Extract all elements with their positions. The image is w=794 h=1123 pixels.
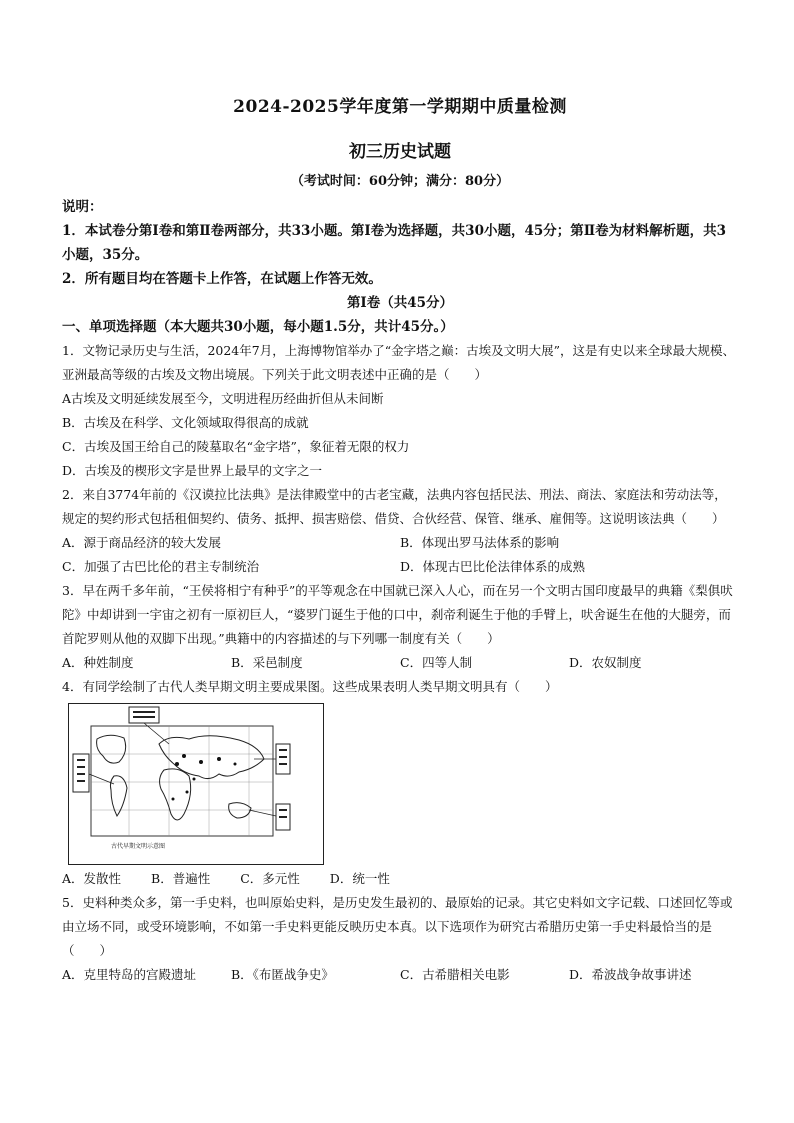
question-stem: 1．文物记录历史与生活，2024年7月，上海博物馆举办了“金字塔之巅：古埃及文明大展”，这是有史以来全球最大规模、亚洲最高等级的古埃及文物出境展。下列关于此文明表述中正确的是（ ） bbox=[62, 343, 736, 382]
world-map-figure bbox=[68, 703, 324, 865]
option-b: B．《布匿战争史》 bbox=[231, 967, 334, 982]
question-stem: 4．有同学绘制了古代人类早期文明主要成果图。这些成果表明人类早期文明具有（ ） bbox=[62, 679, 558, 694]
option-d: D．统一性 bbox=[329, 871, 390, 886]
question-4 bbox=[62, 675, 738, 891]
exam-subtitle: 初三历史试题 bbox=[349, 142, 451, 162]
option-d: D．古埃及的楔形文字是世界上最早的文字之一 bbox=[62, 463, 323, 478]
options-row bbox=[62, 867, 738, 891]
option-b: B．体现出罗马法体系的影响 bbox=[400, 535, 560, 550]
option-d: D．体现古巴比伦法律体系的成熟 bbox=[400, 559, 586, 574]
options-row bbox=[62, 651, 738, 675]
question-stem: 3．早在两千多年前，“王侯将相宁有种乎”的平等观念在中国就已深入人心，而在另一个文明古国印度最早的典籍《梨俱吠陀》中却讲到一宇宙之初有一原初巨人，“婆罗门诞生于他的口中，刹帝利诞生于他的手臂上，吠舍诞生在他的大腿旁，而首陀罗则从他的双脚下出现。”典籍中的内容描述的与下列哪一制度有关（ ） bbox=[62, 583, 733, 646]
option-d: D．希波战争故事讲述 bbox=[569, 967, 692, 982]
option-c: C．古希腊相关电影 bbox=[400, 967, 510, 982]
instruction-item: 2．所有题目均在答题卡上作答，在试题上作答无效。 bbox=[62, 271, 382, 287]
volume-heading: 第Ⅰ卷（共45分） bbox=[346, 295, 454, 311]
question-2 bbox=[62, 483, 738, 579]
option-b: B．采邑制度 bbox=[231, 655, 303, 670]
option-a: A．克里特岛的宫殿遗址 bbox=[62, 967, 197, 982]
options-row bbox=[62, 963, 738, 987]
world-map-image bbox=[69, 704, 323, 864]
exam-title: 2024-2025学年度第一学期期中质量检测 bbox=[233, 97, 567, 117]
section-heading: 一、单项选择题（本大题共30小题，每小题1.5分，共计45分。） bbox=[62, 319, 454, 335]
option-a: A．发散性 bbox=[62, 871, 122, 886]
exam-info: （考试时间：60分钟；满分：80分） bbox=[290, 174, 510, 189]
option-d: D．农奴制度 bbox=[569, 655, 642, 670]
options-row bbox=[62, 531, 738, 555]
exam-page bbox=[62, 92, 738, 987]
option-b: B．普遍性 bbox=[151, 871, 211, 886]
question-5 bbox=[62, 891, 738, 987]
option-c: C．加强了古巴比伦的君主专制统治 bbox=[62, 559, 260, 574]
question-1 bbox=[62, 339, 738, 483]
question-3 bbox=[62, 579, 738, 675]
option-a: A古埃及文明延续发展至今，文明进程历经曲折但从未间断 bbox=[62, 391, 384, 406]
instruction-item: 1．本试卷分第Ⅰ卷和第Ⅱ卷两部分，共33小题。第Ⅰ卷为选择题，共30小题，45分；第Ⅱ卷为材料解析题，共3小题，35分。 bbox=[62, 223, 727, 263]
question-stem: 5．史料种类众多，第一手史料，也叫原始史料，是历史发生最初的、最原始的记录。其它史料如文字记载、口述回忆等或由立场不同，或受环境影响，不如第一手史料更能反映历史本真。以下选项作为研究古希腊历史第一手史料最恰当的是（ ） bbox=[62, 895, 733, 958]
map-caption: 古代早期文明示意图 bbox=[111, 843, 166, 850]
option-c: C．古埃及国王给自己的陵墓取名“金字塔”，象征着无限的权力 bbox=[62, 439, 410, 454]
options-row bbox=[62, 555, 738, 579]
option-c: C．多元性 bbox=[240, 871, 300, 886]
option-a: A．种姓制度 bbox=[62, 655, 134, 670]
option-b: B．古埃及在科学、文化领域取得很高的成就 bbox=[62, 415, 309, 430]
question-stem: 2．来自3774年前的《汉谟拉比法典》是法律殿堂中的古老宝藏，法典内容包括民法、刑法、商法、家庭法和劳动法等，规定的契约形式包括租佃契约、债务、抵押、损害赔偿、借贷、合伙经营、保管、继承、雇佣等。这说明该法典（ ） bbox=[62, 487, 727, 526]
instructions-heading: 说明： bbox=[62, 199, 103, 215]
option-c: C．四等人制 bbox=[400, 655, 473, 670]
option-a: A．源于商品经济的较大发展 bbox=[62, 535, 222, 550]
